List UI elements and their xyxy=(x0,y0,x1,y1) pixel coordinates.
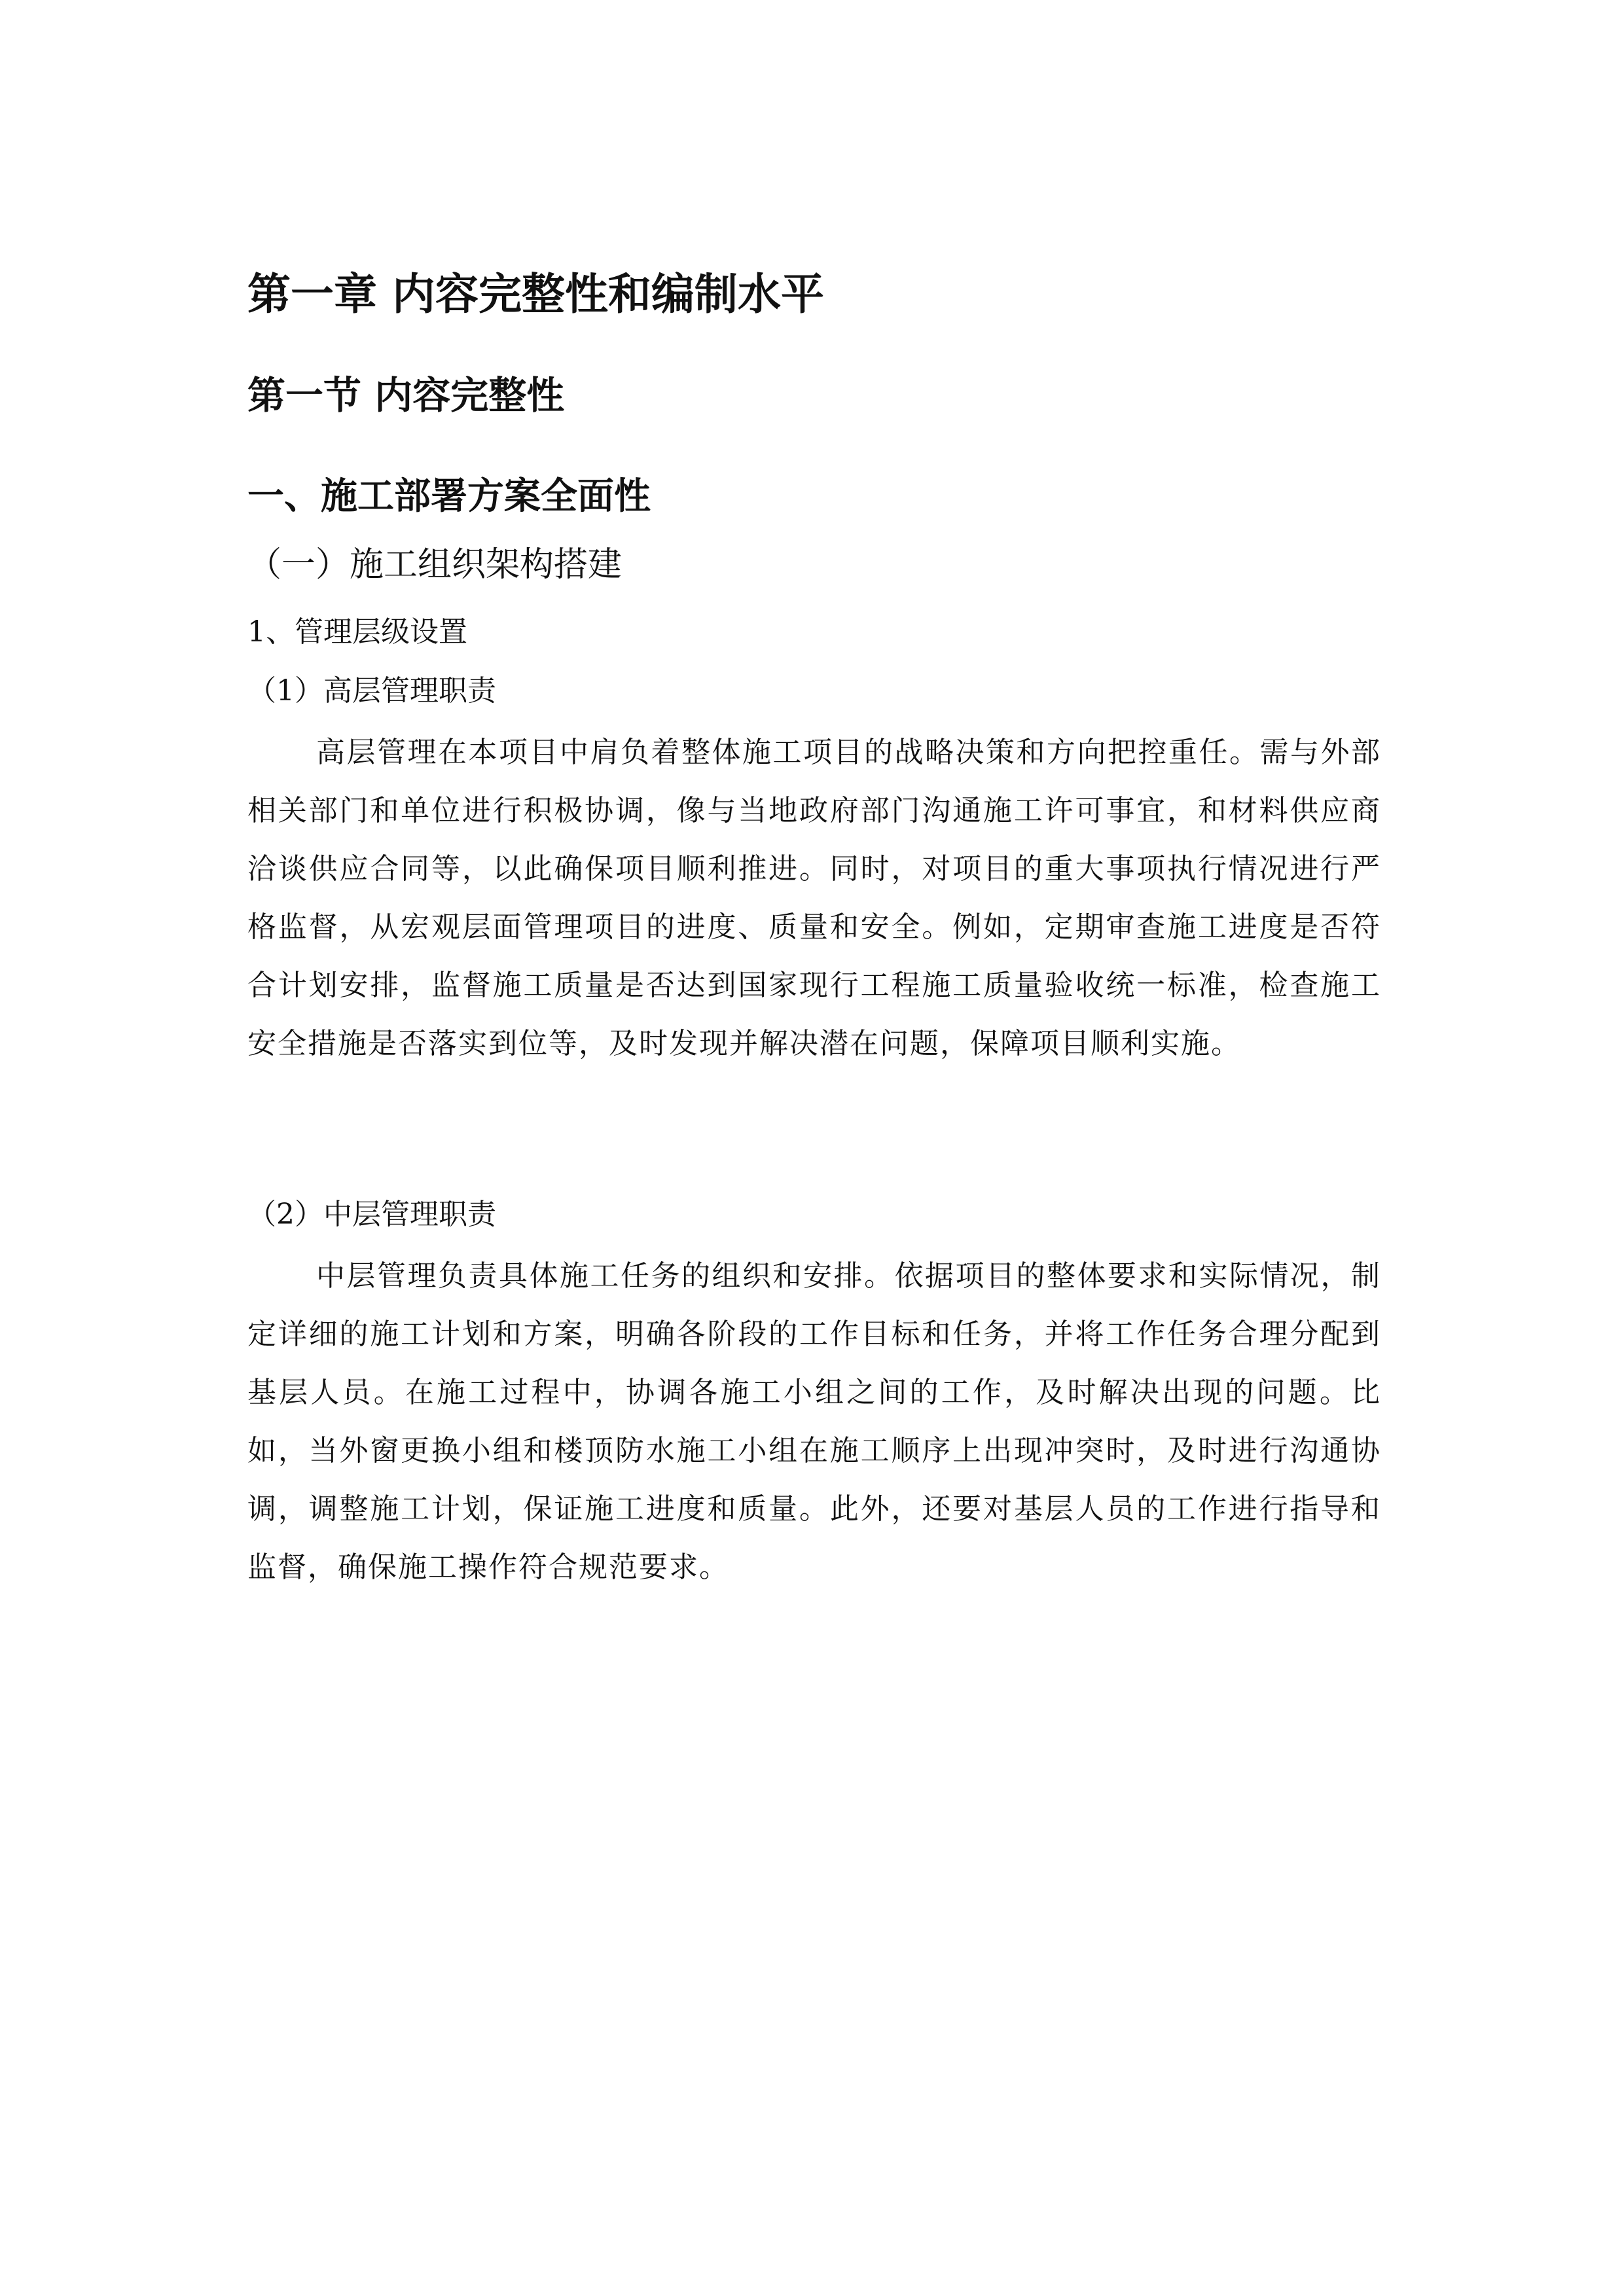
chapter-title: 第一章 内容完整性和编制水平 xyxy=(247,269,824,319)
section-title: 第一节 内容完整性 xyxy=(247,373,565,418)
senior-management-heading: （1）高层管理职责 xyxy=(247,674,496,708)
middle-management-heading: （2）中层管理职责 xyxy=(247,1198,496,1231)
subsection-title: 一、施工部署方案全面性 xyxy=(247,475,651,518)
sub-subsection-title: （一）施工组织架构搭建 xyxy=(247,545,623,584)
item-title: 1、管理层级设置 xyxy=(247,615,467,649)
senior-management-paragraph: 高层管理在本项目中肩负着整体施工项目的战略决策和方向把控重任。需与外部相关部门和单位进行积极协调，像与当地政府部门沟通施工许可事宜，和材料供应商洽谈供应合同等，以此确保项目顺利推进。同时，对项目的重大事项执行情况进行严格监督，从宏观层面管理项目的进度、质量和安全。例如，定期审查施工进度是否符合计划安排，监督施工质量是否达到国家现行工程施工质量验收统一标准，检查施工安全措施是否落实到位等，及时发现并解决潜在问题，保障项目顺利实施。 xyxy=(247,736,1381,1060)
middle-management-paragraph: 中层管理负责具体施工任务的组织和安排。依据项目的整体要求和实际情况，制定详细的施工计划和方案，明确各阶段的工作目标和任务，并将工作任务合理分配到基层人员。在施工过程中，协调各施工小组之间的工作，及时解决出现的问题。比如，当外窗更换小组和楼顶防水施工小组在施工顺序上出现冲突时，及时进行沟通协调，调整施工计划，保证施工进度和质量。此外，还要对基层人员的工作进行指导和监督，确保施工操作符合规范要求。 xyxy=(247,1259,1381,1584)
